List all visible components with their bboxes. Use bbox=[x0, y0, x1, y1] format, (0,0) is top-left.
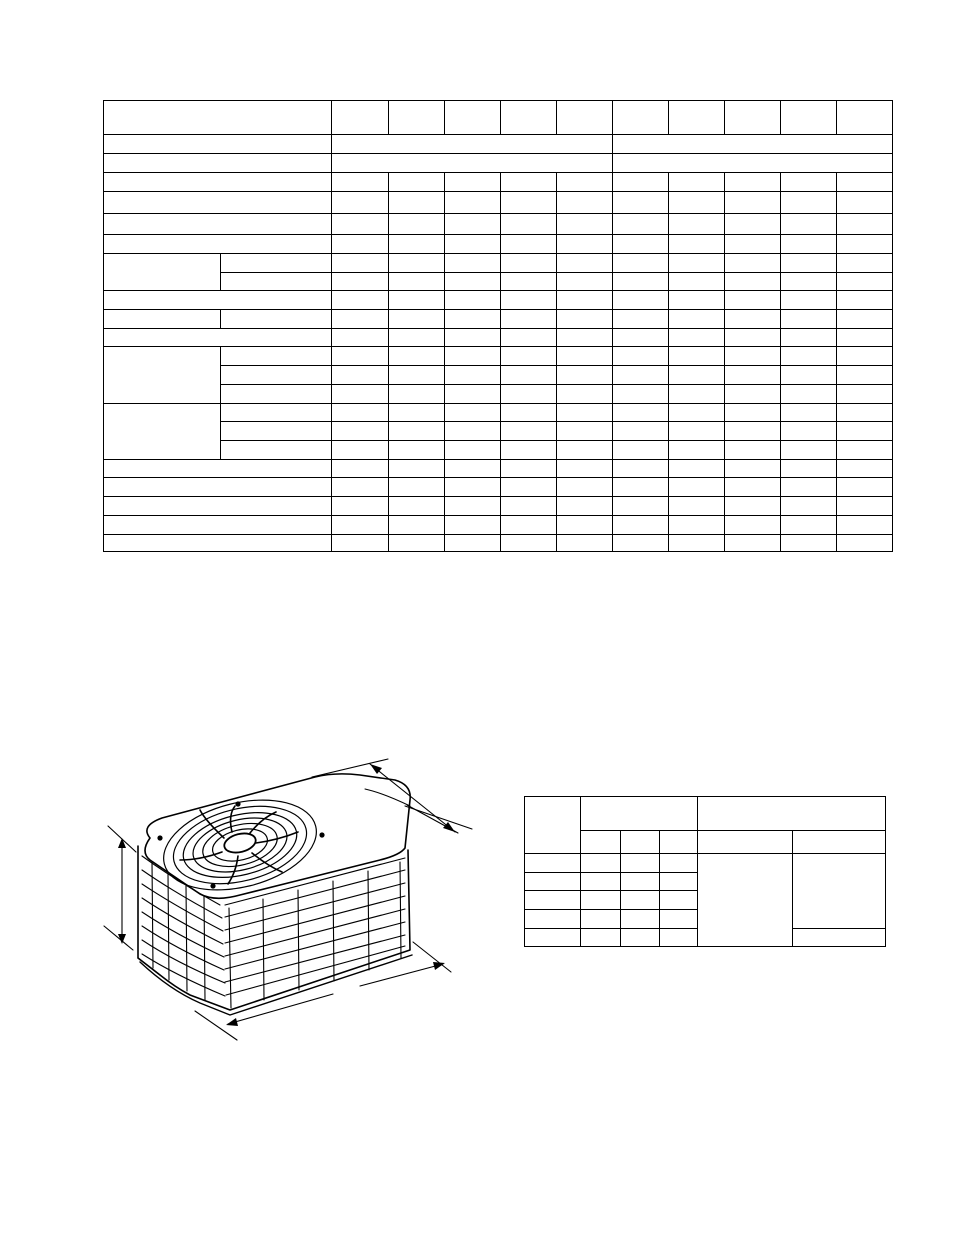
specifications-table bbox=[0, 0, 954, 600]
